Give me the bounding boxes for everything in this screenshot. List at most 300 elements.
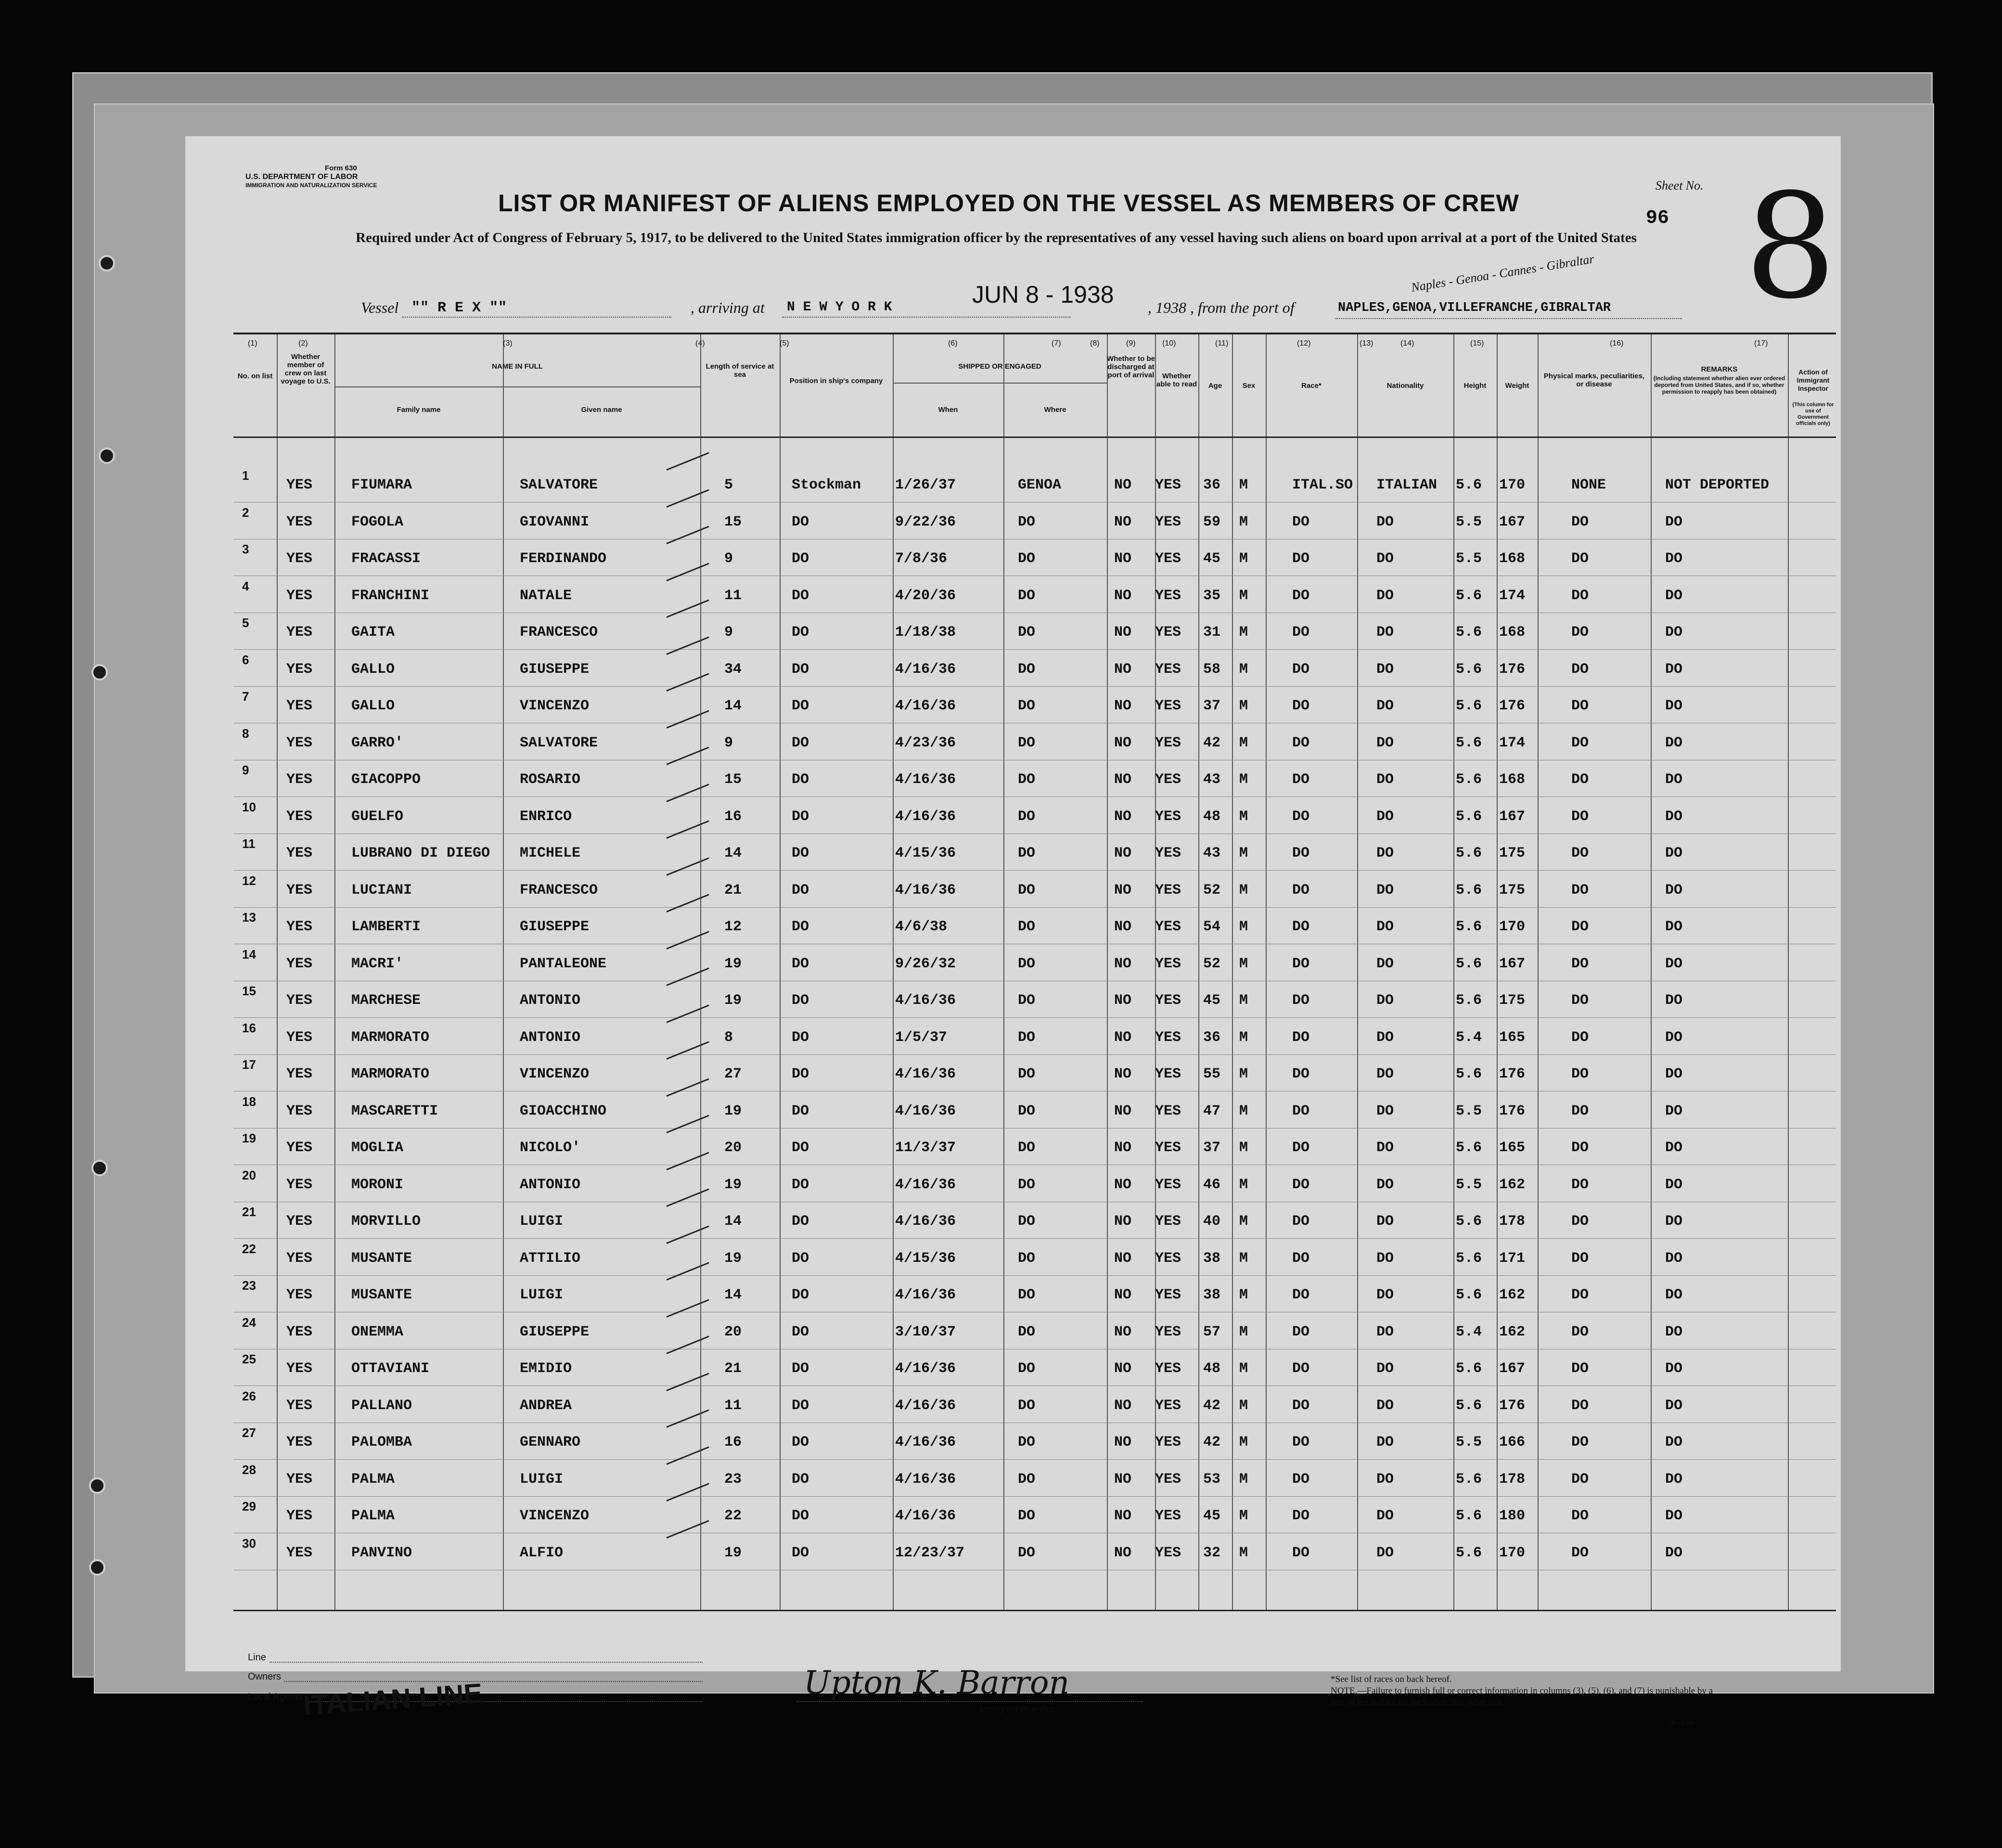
cell-family: GALLO (351, 698, 395, 714)
cell-remarks: DO (1665, 513, 1683, 530)
cell-family: MUSANTE (351, 1287, 412, 1303)
col-header-when: When (938, 406, 958, 414)
cell-height: 5.6 (1456, 1140, 1482, 1156)
cell-where: DO (1018, 845, 1036, 861)
cell-no: 22 (242, 1241, 256, 1256)
manifest-title: LIST OR MANIFEST OF ALIENS EMPLOYED ON THE VESSEL AS MEMBERS OF CREW (498, 190, 1519, 217)
cell-race: DO (1292, 1140, 1310, 1156)
cell-read: YES (1155, 698, 1181, 714)
cell-family: MORVILLO (351, 1213, 421, 1230)
cell-nationality: DO (1376, 882, 1394, 898)
cell-race: DO (1292, 992, 1310, 1009)
vessel-name: "" R E X "" (411, 300, 507, 316)
cell-where: DO (1018, 1471, 1036, 1488)
col-num-9: (9) (1126, 339, 1136, 347)
cell-read: YES (1155, 808, 1181, 825)
col-header-family-name: Family name (397, 406, 441, 414)
col-num-16: (16) (1610, 339, 1624, 347)
cell-position: DO (792, 992, 809, 1009)
cell-sex: M (1239, 1176, 1248, 1193)
cell-position: DO (792, 1103, 809, 1119)
cell-sex: M (1239, 808, 1248, 825)
cell-family: PALLANO (351, 1397, 412, 1414)
cell-discharge: NO (1114, 551, 1132, 567)
cell-crew: YES (286, 1544, 313, 1561)
cell-when: 12/23/37 (895, 1544, 965, 1561)
cell-no: 7 (242, 689, 249, 704)
table-row (233, 1460, 1836, 1497)
cell-remarks: DO (1665, 1029, 1683, 1046)
table-row (233, 1423, 1836, 1460)
cell-age: 45 (1203, 551, 1221, 567)
cell-position: DO (792, 1029, 809, 1046)
cell-race: DO (1292, 955, 1310, 972)
cell-family: LUCIANI (351, 882, 412, 898)
inspector-label: Immigrant Inspector. (979, 1704, 1056, 1714)
cell-nationality: DO (1376, 1397, 1394, 1414)
cell-family: PANVINO (351, 1544, 412, 1561)
cell-nationality: DO (1376, 1250, 1394, 1267)
cell-discharge: NO (1114, 1287, 1132, 1303)
cell-sex: M (1239, 624, 1248, 641)
col-num-1: (1) (248, 339, 257, 347)
cell-sex: M (1239, 1103, 1248, 1119)
cell-age: 55 (1203, 1066, 1221, 1082)
table-row (233, 760, 1836, 797)
cell-given: LUIGI (520, 1287, 564, 1303)
cell-marks: DO (1571, 882, 1589, 898)
cell-height: 5.6 (1456, 1287, 1482, 1303)
cell-remarks: DO (1665, 551, 1683, 567)
cell-position: DO (792, 919, 809, 935)
table-row (233, 907, 1836, 944)
cell-weight: 167 (1499, 808, 1526, 825)
cell-where: DO (1018, 992, 1036, 1009)
col-header-physical-marks: Physical marks, peculiarities, or disease (1543, 372, 1645, 388)
cell-no: 4 (242, 578, 249, 593)
cell-race: DO (1292, 1250, 1310, 1267)
cell-service: 19 (724, 1103, 742, 1119)
cell-race: DO (1292, 1213, 1310, 1230)
cell-nationality: DO (1376, 1287, 1394, 1303)
cell-race: DO (1292, 1508, 1310, 1524)
cell-read: YES (1155, 1103, 1181, 1119)
cell-weight: 174 (1499, 587, 1526, 604)
cell-crew: YES (286, 1434, 313, 1450)
cell-age: 48 (1203, 1360, 1221, 1377)
cell-no: 28 (242, 1462, 256, 1477)
cell-given: GIUSEPPE (520, 661, 590, 678)
cell-no: 8 (242, 726, 249, 741)
cell-sex: M (1239, 1287, 1248, 1303)
cell-no: 23 (242, 1278, 256, 1293)
cell-when: 9/22/36 (895, 513, 956, 530)
cell-given: NATALE (520, 587, 572, 604)
cell-remarks: DO (1665, 734, 1683, 751)
cell-read: YES (1155, 1323, 1181, 1340)
year-from-label: , 1938 , from the port of (1148, 299, 1295, 316)
cell-discharge: NO (1114, 587, 1132, 604)
cell-weight: 167 (1499, 1360, 1526, 1377)
table-row (233, 1239, 1836, 1276)
cell-race: DO (1292, 1176, 1310, 1193)
cell-height: 5.6 (1456, 1213, 1482, 1230)
cell-weight: 165 (1499, 1140, 1526, 1156)
cell-family: FOGOLA (351, 513, 404, 530)
cell-where: DO (1018, 1323, 1036, 1340)
table-row (233, 1054, 1836, 1091)
table-row (233, 1275, 1836, 1312)
cell-when: 4/15/36 (895, 1250, 956, 1267)
cell-age: 48 (1203, 808, 1221, 825)
table-row (233, 539, 1836, 576)
cell-remarks: DO (1665, 1140, 1683, 1156)
col-num-4: (4) (695, 339, 705, 347)
cell-family: LAMBERTI (351, 919, 421, 935)
cell-read: YES (1155, 1434, 1181, 1450)
cell-service: 19 (724, 1544, 742, 1561)
cell-nationality: DO (1376, 1066, 1394, 1082)
col-header-age: Age (1208, 382, 1222, 390)
sheet-number: 96 (1646, 207, 1669, 229)
cell-sex: M (1239, 587, 1248, 604)
table-row (233, 1533, 1836, 1570)
cell-when: 4/20/36 (895, 587, 956, 604)
cell-family: FRACASSI (351, 551, 421, 567)
cell-age: 46 (1203, 1176, 1221, 1193)
cell-position: DO (792, 1323, 809, 1340)
cell-height: 5.6 (1456, 624, 1482, 641)
cell-where: DO (1018, 919, 1036, 935)
cell-sex: M (1239, 661, 1248, 678)
cell-weight: 175 (1499, 845, 1526, 861)
cell-remarks: DO (1665, 1508, 1683, 1524)
cell-position: DO (792, 1250, 809, 1267)
cell-position: DO (792, 1508, 809, 1524)
col-num-2: (2) (298, 339, 308, 347)
col-num-3: (3) (503, 339, 513, 347)
cell-sex: M (1239, 1029, 1248, 1046)
cell-age: 38 (1203, 1250, 1221, 1267)
cell-height: 5.6 (1456, 1397, 1482, 1414)
cell-age: 36 (1203, 477, 1221, 493)
cell-service: 23 (724, 1471, 742, 1488)
cell-discharge: NO (1114, 624, 1132, 641)
cell-marks: DO (1571, 992, 1589, 1009)
cell-race: DO (1292, 1434, 1310, 1450)
cell-where: DO (1018, 624, 1036, 641)
cell-when: 4/16/36 (895, 1287, 956, 1303)
cell-marks: DO (1571, 513, 1589, 530)
cell-no: 3 (242, 542, 249, 556)
cell-nationality: DO (1376, 1213, 1394, 1230)
cell-position: DO (792, 587, 809, 604)
cell-race: DO (1292, 624, 1310, 641)
cell-crew: YES (286, 587, 313, 604)
sheet-number-label: Sheet No. (1656, 179, 1704, 192)
cell-read: YES (1155, 1029, 1181, 1046)
cell-race: DO (1292, 1287, 1310, 1303)
cell-height: 5.6 (1456, 734, 1482, 751)
cell-discharge: NO (1114, 1140, 1132, 1156)
inspector-signature: Upton K. Barron (804, 1664, 1070, 1701)
cell-family: FRANCHINI (351, 587, 430, 604)
cell-sex: M (1239, 955, 1248, 972)
cell-marks: DO (1571, 1471, 1589, 1488)
cell-when: 4/16/36 (895, 698, 956, 714)
cell-sex: M (1239, 1471, 1248, 1488)
table-row (233, 1128, 1836, 1165)
cell-remarks: DO (1665, 771, 1683, 788)
cell-family: MORONI (351, 1176, 404, 1193)
cell-no: 27 (242, 1425, 256, 1440)
cell-sex: M (1239, 882, 1248, 898)
cell-service: 14 (724, 698, 742, 714)
cell-discharge: NO (1114, 992, 1132, 1009)
cell-service: 20 (724, 1323, 742, 1340)
cell-no: 24 (242, 1315, 256, 1330)
cell-where: DO (1018, 771, 1036, 788)
cell-crew: YES (286, 1029, 313, 1046)
cell-where: DO (1018, 551, 1036, 567)
cell-weight: 176 (1499, 698, 1526, 714)
cell-nationality: DO (1376, 1029, 1394, 1046)
cell-discharge: NO (1114, 1213, 1132, 1230)
punch-hole (89, 1559, 105, 1576)
crew-table (233, 333, 1836, 1611)
punch-hole (99, 255, 115, 271)
cell-no: 25 (242, 1352, 256, 1366)
cell-service: 8 (724, 1029, 733, 1046)
cell-crew: YES (286, 624, 313, 641)
cell-nationality: DO (1376, 551, 1394, 567)
cell-crew: YES (286, 882, 313, 898)
cell-marks: DO (1571, 771, 1589, 788)
cell-family: MUSANTE (351, 1250, 412, 1267)
cell-nationality: DO (1376, 1471, 1394, 1488)
cell-service: 22 (724, 1508, 742, 1524)
cell-sex: M (1239, 1250, 1248, 1267)
cell-height: 5.4 (1456, 1323, 1482, 1340)
cell-no: 2 (242, 505, 249, 520)
table-row (233, 650, 1836, 687)
cell-given: GIOVANNI (520, 513, 590, 530)
cell-where: DO (1018, 1250, 1036, 1267)
local-agents-label: Local Agents (248, 1692, 303, 1702)
cell-where: DO (1018, 808, 1036, 825)
cell-position: DO (792, 734, 809, 751)
cell-read: YES (1155, 1508, 1181, 1524)
col-num-15: (15) (1470, 339, 1484, 347)
cell-race: DO (1292, 1029, 1310, 1046)
cell-read: YES (1155, 992, 1181, 1009)
col-num-7: (7) (1052, 339, 1061, 347)
cell-given: ANTONIO (520, 1176, 581, 1193)
cell-no: 6 (242, 652, 249, 667)
table-row (233, 1349, 1836, 1386)
vessel-label: Vessel (361, 299, 399, 316)
cell-marks: DO (1571, 624, 1589, 641)
cell-weight: 165 (1499, 1029, 1526, 1046)
col-num-12: (12) (1297, 339, 1311, 347)
cell-where: DO (1018, 1434, 1036, 1450)
cell-family: FIUMARA (351, 477, 412, 493)
col-num-17: (17) (1754, 339, 1768, 347)
cell-nationality: DO (1376, 845, 1394, 861)
cell-service: 11 (724, 1397, 742, 1414)
cell-family: PALOMBA (351, 1434, 412, 1450)
table-row (233, 797, 1836, 834)
cell-when: 4/16/36 (895, 882, 956, 898)
signature-line (796, 1701, 1143, 1702)
cell-nationality: DO (1376, 808, 1394, 825)
col-header-remarks-note: (Including statement whether alien ever ordered deported from United States, and if so, whether permission to reapply has been obtained) (1653, 375, 1785, 395)
cell-family: MOGLIA (351, 1140, 404, 1156)
cell-marks: DO (1571, 1544, 1589, 1561)
cell-read: YES (1155, 1544, 1181, 1561)
cell-given: VINCENZO (520, 1066, 590, 1082)
col-num-13: (13) (1360, 339, 1373, 347)
cell-marks: DO (1571, 1140, 1589, 1156)
cell-crew: YES (286, 771, 313, 788)
cell-weight: 168 (1499, 624, 1526, 641)
cell-no: 10 (242, 799, 256, 814)
cell-sex: M (1239, 734, 1248, 751)
cell-position: DO (792, 624, 809, 641)
cell-crew: YES (286, 734, 313, 751)
cell-discharge: NO (1114, 1103, 1132, 1119)
table-row (233, 871, 1836, 908)
cell-position: DO (792, 882, 809, 898)
cell-service: 11 (724, 587, 742, 604)
cell-position: DO (792, 1360, 809, 1377)
cell-crew: YES (286, 1250, 313, 1267)
cell-sex: M (1239, 551, 1248, 567)
cell-nationality: DO (1376, 624, 1394, 641)
cell-race: DO (1292, 587, 1310, 604)
cell-nationality: DO (1376, 955, 1394, 972)
cell-position: DO (792, 1213, 809, 1230)
cell-race: DO (1292, 1066, 1310, 1082)
cell-sex: M (1239, 845, 1248, 861)
cell-when: 4/23/36 (895, 734, 956, 751)
cell-remarks: DO (1665, 1323, 1683, 1340)
cell-marks: DO (1571, 698, 1589, 714)
cell-race: DO (1292, 698, 1310, 714)
cell-sex: M (1239, 698, 1248, 714)
cell-weight: 162 (1499, 1323, 1526, 1340)
cell-position: DO (792, 1434, 809, 1450)
cell-age: 58 (1203, 661, 1221, 678)
department-name: U.S. DEPARTMENT OF LABOR (245, 173, 358, 181)
cell-weight: 170 (1499, 1544, 1526, 1561)
penalty-note: NOTE.—Failure to furnish full or correct information in columns (3), (5), (6), and (7) is punishable by a fine of ten dollars for each alien. See other side. (1331, 1686, 1713, 1707)
cell-discharge: NO (1114, 955, 1132, 972)
cell-no: 9 (242, 763, 249, 777)
cell-service: 14 (724, 845, 742, 861)
cell-family: GIACOPPO (351, 771, 421, 788)
cell-height: 5.6 (1456, 587, 1482, 604)
vessel-line (402, 317, 671, 318)
cell-when: 4/16/36 (895, 992, 956, 1009)
cell-sex: M (1239, 1360, 1248, 1377)
cell-given: NICOLO' (520, 1140, 581, 1156)
cell-race: DO (1292, 1360, 1310, 1377)
cell-read: YES (1155, 1250, 1181, 1267)
cell-age: 31 (1203, 624, 1221, 641)
cell-where: DO (1018, 1360, 1036, 1377)
cell-no: 13 (242, 910, 256, 924)
cell-remarks: DO (1665, 1471, 1683, 1488)
cell-where: DO (1018, 1066, 1036, 1082)
cell-marks: DO (1571, 1397, 1589, 1414)
cell-when: 4/16/36 (895, 1508, 956, 1524)
cell-race: DO (1292, 845, 1310, 861)
cell-discharge: NO (1114, 808, 1132, 825)
race-note: *See list of races on back hereof. (1331, 1674, 1452, 1684)
cell-race: DO (1292, 661, 1310, 678)
cell-service: 14 (724, 1213, 742, 1230)
cell-height: 5.5 (1456, 551, 1482, 567)
cell-service: 9 (724, 624, 733, 641)
form-number: Form 630 (325, 164, 357, 172)
cell-marks: DO (1571, 1176, 1589, 1193)
cell-weight: 171 (1499, 1250, 1526, 1267)
cell-height: 5.6 (1456, 661, 1482, 678)
cell-crew: YES (286, 477, 313, 493)
cell-family: OTTAVIANI (351, 1360, 430, 1377)
cell-weight: 174 (1499, 734, 1526, 751)
cell-where: DO (1018, 882, 1036, 898)
cell-given: ANDREA (520, 1397, 572, 1414)
owners-line (284, 1681, 703, 1682)
col-header-race: Race* (1301, 382, 1322, 390)
cell-remarks: DO (1665, 1544, 1683, 1561)
cell-family: ONEMMA (351, 1323, 404, 1340)
arriving-port: N E W Y O R K (787, 300, 892, 315)
cell-marks: NONE (1571, 477, 1606, 493)
cell-when: 4/16/36 (895, 1360, 956, 1377)
cell-remarks: DO (1665, 1213, 1683, 1230)
cell-where: DO (1018, 698, 1036, 714)
cell-position: DO (792, 1066, 809, 1082)
cell-when: 4/6/38 (895, 919, 948, 935)
cell-when: 4/16/36 (895, 808, 956, 825)
cell-position: DO (792, 1140, 809, 1156)
cell-marks: DO (1571, 587, 1589, 604)
cell-read: YES (1155, 919, 1181, 935)
cell-discharge: NO (1114, 1471, 1132, 1488)
cell-read: YES (1155, 551, 1181, 567)
cell-given: VINCENZO (520, 698, 590, 714)
from-port-line (1335, 318, 1682, 319)
cell-family: GALLO (351, 661, 395, 678)
manifest-sheet (185, 136, 1841, 1727)
cell-marks: DO (1571, 1287, 1589, 1303)
cell-nationality: DO (1376, 919, 1394, 935)
cell-marks: DO (1571, 734, 1589, 751)
cell-position: DO (792, 771, 809, 788)
cell-age: 45 (1203, 1508, 1221, 1524)
date-stamp: JUN 8 - 1938 (972, 281, 1114, 308)
cell-age: 38 (1203, 1287, 1221, 1303)
cell-nationality: DO (1376, 513, 1394, 530)
cell-crew: YES (286, 1360, 313, 1377)
cell-marks: DO (1571, 1066, 1589, 1082)
owners-label: Owners (248, 1671, 281, 1682)
cell-given: ANTONIO (520, 992, 581, 1009)
col-header-given-name: Given name (581, 406, 622, 414)
